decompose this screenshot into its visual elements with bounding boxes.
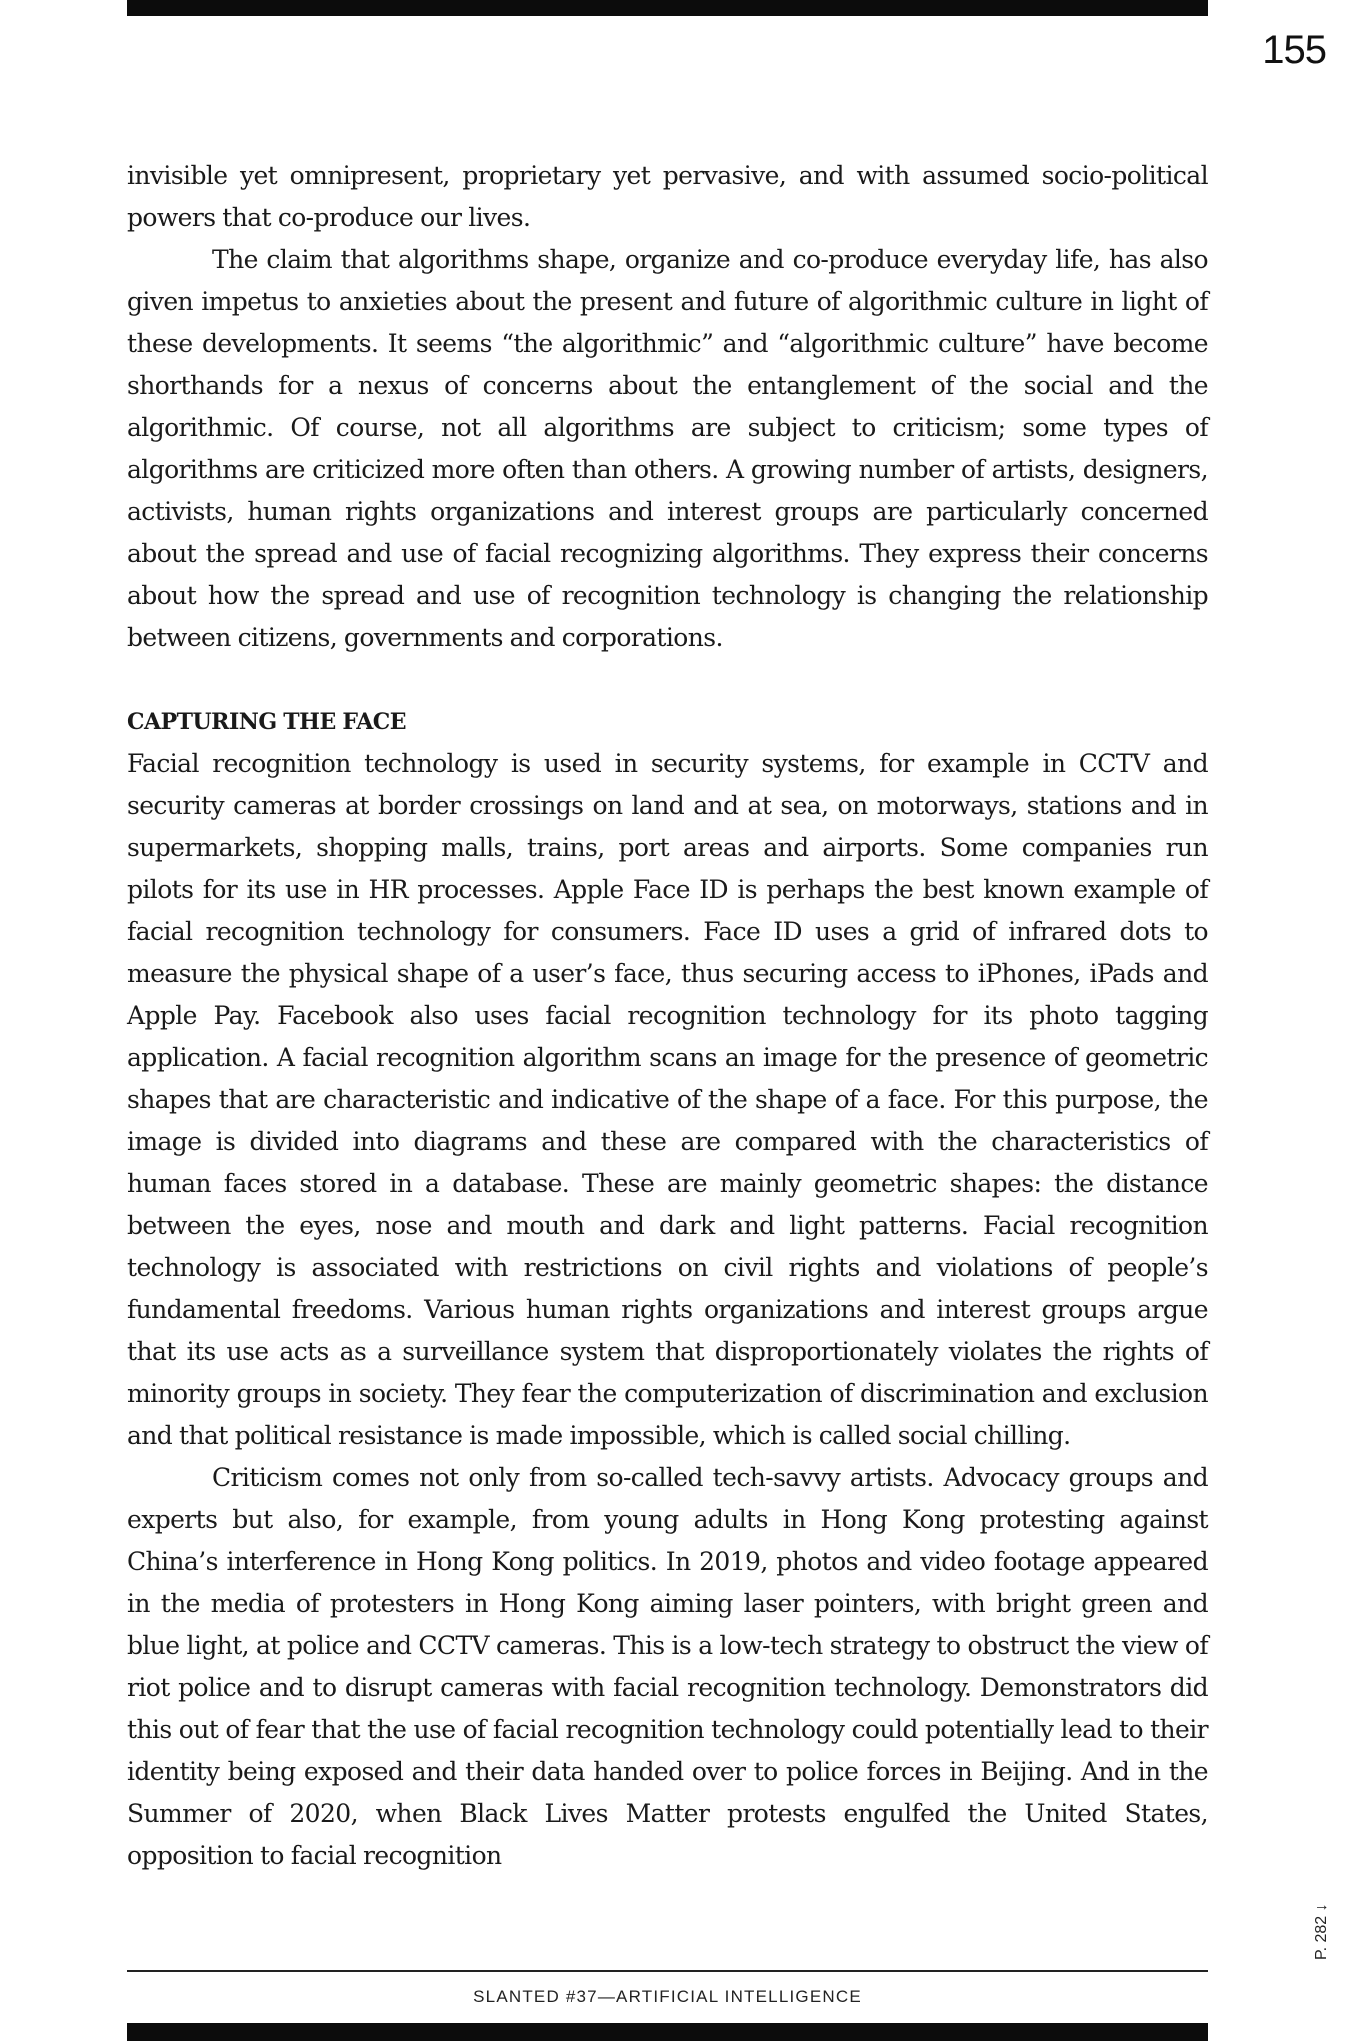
page-number: 155 bbox=[1262, 28, 1326, 72]
paragraph-1: invisible yet omnipresent, proprietary yet pervasive, and with assumed socio-political powers that co-produce our lives. bbox=[127, 161, 1208, 232]
section-heading: CAPTURING THE FACE bbox=[127, 709, 407, 735]
top-black-bar bbox=[127, 0, 1208, 16]
article-body bbox=[127, 155, 1208, 1877]
paragraph-2: The claim that algorithms shape, organize and co-produce everyday life, has also given impetus to anxieties about the present and future of algorithmic culture in light of these developments. It seems “the algorithmic” and “algorithmic culture” have become shorthands for a nexus of concerns about the entanglement of the social and the algorithmic. Of course, not all algorithms are subject to criticism; some types of algorithms are criticized more often than others. A growing number of artists, designers, activists, human rights organizations and interest groups are particularly concerned about the spread and use of facial recognizing algorithms. They express their concerns about how the spread and use of recognition technology is changing the relationship between citizens, governments and corporations. bbox=[127, 245, 1208, 652]
paragraph-3: Facial recognition technology is used in security systems, for example in CCTV and security cameras at border crossings on land and at sea, on motorways, stations and in supermarkets, shopping malls, trains, port areas and airports. Some companies run pilots for its use in HR processes. Apple Face ID is perhaps the best known example of facial recognition technology for consumers. Face ID uses a grid of infrared dots to measure the physical shape of a user’s face, thus securing access to iPhones, iPads and Apple Pay. Facebook also uses facial recognition technology for its photo tagging application. A facial recognition algorithm scans an image for the presence of geometric shapes that are characteristic and indicative of the shape of a face. For this purpose, the image is divided into diagrams and these are compared with the characteristics of human faces stored in a database. These are mainly geometric shapes: the distance between the eyes, nose and mouth and dark and light patterns. Facial recognition technology is associated with restrictions on civil rights and violations of people’s fundamental freedoms. Various human rights organizations and interest groups argue that its use acts as a surveillance system that disproportionately violates the rights of minority groups in society. They fear the computerization of discrimination and exclusion and that political resistance is made impossible, which is called social chilling. bbox=[127, 749, 1208, 1450]
bottom-black-bar bbox=[127, 2023, 1208, 2041]
footer-publication-title: SLANTED #37—ARTIFICIAL INTELLIGENCE bbox=[473, 1987, 862, 2006]
paragraph-4: Criticism comes not only from so-called tech-savvy artists. Advocacy groups and experts but also, for example, from young adults in Hong Kong protesting against China’s interference in Hong Kong politics. In 2019, photos and video footage appeared in the media of protesters in Hong Kong aiming laser pointers, with bright green and blue light, at police and CCTV cameras. This is a low-tech strategy to obstruct the view of riot police and to disrupt cameras with facial recognition technology. Demonstrators did this out of fear that the use of facial recognition technology could potentially lead to their identity being exposed and their data handed over to police forces in Beijing. And in the Summer of 2020, when Black Lives Matter protests engulfed the United States, opposition to facial recognition bbox=[127, 1463, 1208, 1870]
footer-divider bbox=[127, 1970, 1208, 1972]
page-cross-reference: P. 282 ↓ bbox=[1313, 1903, 1330, 1960]
